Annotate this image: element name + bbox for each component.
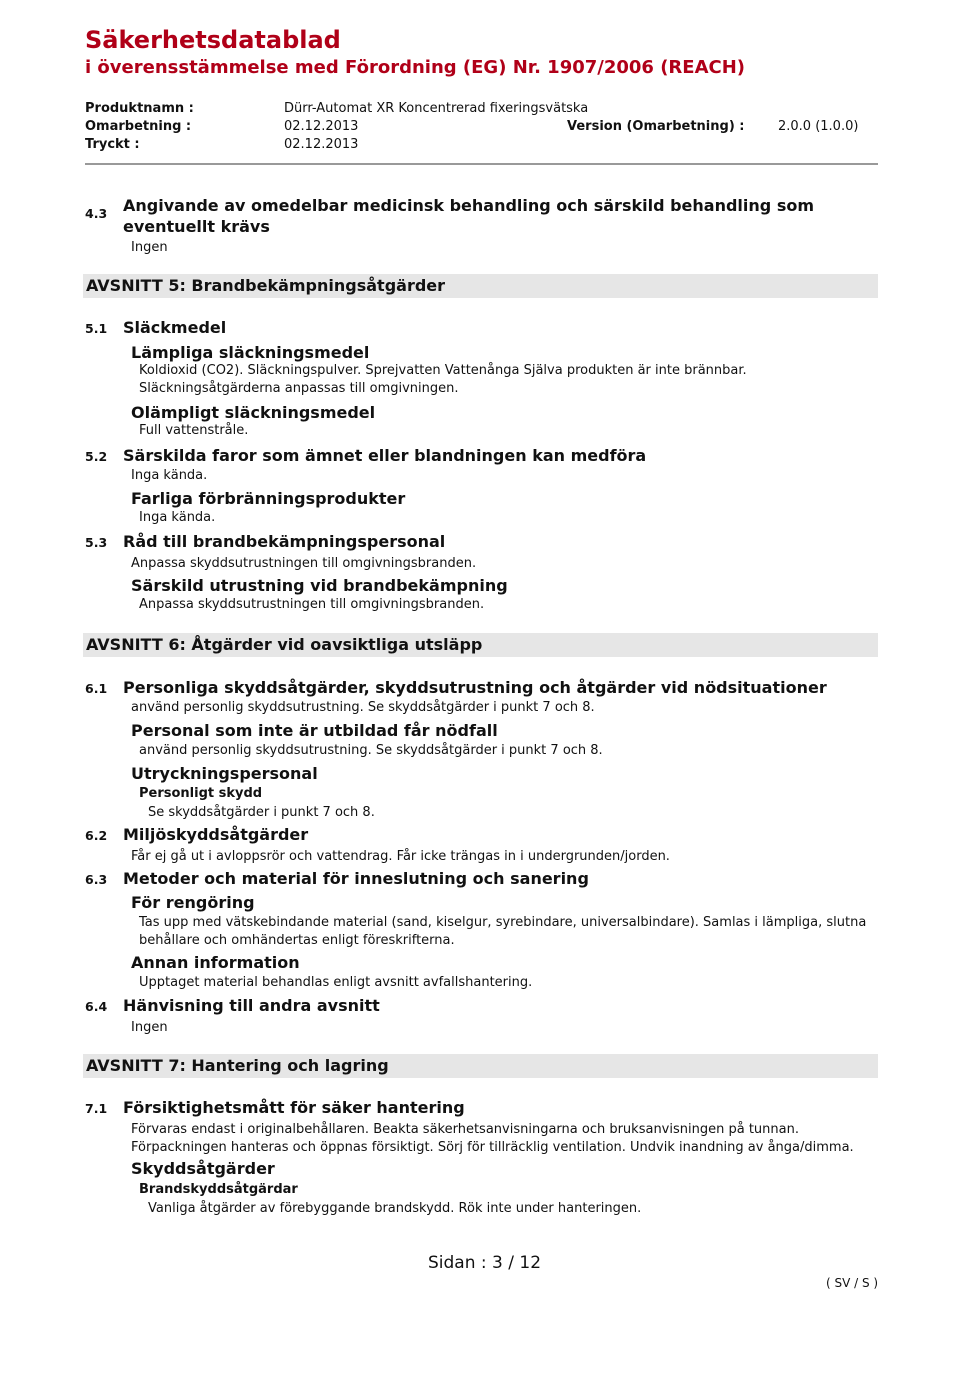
section-text-6-4: Ingen bbox=[131, 1020, 168, 1035]
printed-value: 02.12.2013 bbox=[284, 137, 359, 152]
section-title-5-2: Särskilda faror som ämnet eller blandningen kan medföra bbox=[123, 446, 647, 465]
other-info-text: Upptaget material behandlas enligt avsnitt avfallshantering. bbox=[139, 975, 533, 990]
special-equipment-title: Särskild utrustning vid brandbekämpning bbox=[131, 576, 508, 595]
revision-value: 02.12.2013 bbox=[284, 119, 359, 134]
section-5-heading: AVSNITT 5: Brandbekämpningsåtgärder bbox=[86, 276, 446, 295]
section-6-heading: AVSNITT 6: Åtgärder vid oavsiktliga utsläpp bbox=[86, 635, 483, 654]
section-number-5-1: 5.1 bbox=[85, 321, 108, 336]
untrained-personnel-text: använd personlig skyddsutrustning. Se skyddsåtgärder i punkt 7 och 8. bbox=[139, 743, 603, 758]
suitable-media-title: Lämpliga släckningsmedel bbox=[131, 343, 370, 362]
cleaning-text: Tas upp med vätskebindande material (sand, kiselgur, syrebindare, universalbindare). Samlas i lämpliga, slutna behållare och omhändertas enligt föreskrifterna. bbox=[139, 915, 867, 948]
product-label: Produktnamn : bbox=[85, 101, 194, 116]
section-7-heading: AVSNITT 7: Hantering och lagring bbox=[86, 1056, 389, 1075]
language-code: ( SV / S ) bbox=[826, 1276, 879, 1290]
section-text-5-2: Inga kända. bbox=[131, 468, 208, 483]
section-text-7-1: Förvaras endast i originalbehållaren. Beakta säkerhetsanvisningarna och bruksanvisningen på tunnan. Förpackningen hanteras och öppnas försiktigt. Sörj för tillräcklig ventilation. Undvik inandning av ånga/dimma. bbox=[131, 1122, 854, 1155]
special-equipment-text: Anpassa skyddsutrustningen till omgivningsbranden. bbox=[139, 597, 485, 612]
other-info-title: Annan information bbox=[131, 953, 300, 972]
header-divider bbox=[85, 163, 878, 165]
section-text-6-2: Får ej gå ut i avloppsrör och vattendrag. Får icke trängas in i undergrunden/jorden. bbox=[131, 849, 670, 864]
section-number-7-1: 7.1 bbox=[85, 1101, 108, 1116]
section-title-6-2: Miljöskyddsåtgärder bbox=[123, 825, 309, 844]
document-subtitle: i överensstämmelse med Förordning (EG) Nr. 1907/2006 (REACH) bbox=[85, 57, 746, 78]
section-title-6-3: Metoder och material för inneslutning och sanering bbox=[123, 869, 589, 888]
unsuitable-media-title: Olämpligt släckningsmedel bbox=[131, 403, 376, 422]
section-text-4-3: Ingen bbox=[131, 240, 168, 255]
section-title-5-1: Släckmedel bbox=[123, 318, 227, 337]
page-number: Sidan : 3 / 12 bbox=[428, 1253, 542, 1273]
section-title-6-1: Personliga skyddsåtgärder, skyddsutrustning och åtgärder vid nödsituationer bbox=[123, 678, 827, 697]
section-number-6-1: 6.1 bbox=[85, 681, 108, 696]
unsuitable-media-text: Full vattenstråle. bbox=[139, 423, 249, 438]
section-7-heading-bar bbox=[83, 1054, 878, 1078]
version-label: Version (Omarbetning) : bbox=[567, 119, 745, 134]
product-value: Dürr-Automat XR Koncentrerad fixeringsvätska bbox=[284, 101, 589, 116]
document-title: Säkerhetsdatablad bbox=[85, 26, 341, 54]
revision-label: Omarbetning : bbox=[85, 119, 192, 134]
section-number-6-2: 6.2 bbox=[85, 828, 108, 843]
section-number-6-4: 6.4 bbox=[85, 999, 108, 1014]
section-title-5-3: Råd till brandbekämpningspersonal bbox=[123, 532, 446, 551]
section-number-4-3: 4.3 bbox=[85, 206, 108, 221]
printed-label: Tryckt : bbox=[85, 137, 140, 152]
cleaning-title: För rengöring bbox=[131, 893, 255, 912]
section-text-5-3: Anpassa skyddsutrustningen till omgivningsbranden. bbox=[131, 556, 477, 571]
fire-protection-text: Vanliga åtgärder av förebyggande brandskydd. Rök inte under hanteringen. bbox=[148, 1201, 642, 1216]
personal-protection-title: Personligt skydd bbox=[139, 786, 263, 801]
section-title-6-4: Hänvisning till andra avsnitt bbox=[123, 996, 380, 1015]
fire-protection-title: Brandskyddsåtgärdar bbox=[139, 1182, 298, 1197]
section-text-6-1: använd personlig skyddsutrustning. Se skyddsåtgärder i punkt 7 och 8. bbox=[131, 700, 595, 715]
protective-measures-title: Skyddsåtgärder bbox=[131, 1159, 275, 1178]
section-title-7-1: Försiktighetsmått för säker hantering bbox=[123, 1098, 465, 1117]
version-value: 2.0.0 (1.0.0) bbox=[778, 119, 859, 134]
section-title-4-3: Angivande av omedelbar medicinsk behandling och särskild behandling som eventuellt krävs bbox=[123, 196, 814, 236]
personal-protection-text: Se skyddsåtgärder i punkt 7 och 8. bbox=[148, 805, 375, 820]
emergency-responders-title: Utryckningspersonal bbox=[131, 764, 318, 783]
section-5-heading-bar bbox=[83, 274, 878, 298]
combustion-products-text: Inga kända. bbox=[139, 510, 216, 525]
section-number-6-3: 6.3 bbox=[85, 872, 108, 887]
suitable-media-text: Koldioxid (CO2). Släckningspulver. Sprejvatten Vattenånga Själva produkten är inte brännbar. Släckningsåtgärderna anpassas till omgivningen. bbox=[139, 363, 747, 396]
untrained-personnel-title: Personal som inte är utbildad får nödfall bbox=[131, 721, 498, 740]
section-6-heading-bar bbox=[83, 633, 878, 657]
combustion-products-title: Farliga förbränningsprodukter bbox=[131, 489, 406, 508]
section-number-5-3: 5.3 bbox=[85, 535, 108, 550]
section-number-5-2: 5.2 bbox=[85, 449, 108, 464]
